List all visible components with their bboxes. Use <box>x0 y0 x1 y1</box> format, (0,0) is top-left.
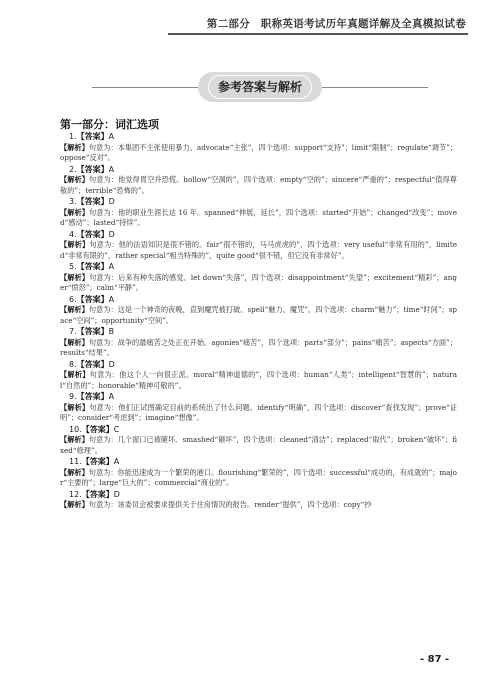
answer-item <box>60 489 457 511</box>
analysis-text <box>60 175 457 196</box>
section-banner <box>198 72 322 102</box>
answer-item <box>60 424 457 457</box>
analysis-tag: 【解析】 <box>60 370 90 379</box>
answer-value: A <box>108 164 115 174</box>
answer-item <box>60 196 457 229</box>
analysis-tag: 【解析】 <box>60 272 90 282</box>
question-number: 1. <box>69 132 77 141</box>
answer-item <box>60 229 457 262</box>
answer-list <box>60 131 457 511</box>
analysis-body: 句意为：后来有种失落的感觉。let down“失落”，四个选项：disappointment“失望”；excitement“精彩”；anger“愤怒”；calm“平静”。 <box>60 272 457 292</box>
answer-line <box>60 456 457 468</box>
header-rule <box>168 33 468 35</box>
answer-item <box>60 261 457 294</box>
answer-line <box>60 424 457 436</box>
analysis-body: 句意为：他这个人一向很正派。moral“精神道德的”，四个选项：human“人类”；intelligent“智慧的”；natural“自然的”；honorable“精神可敬的”。 <box>60 370 457 390</box>
question-number: 12. <box>69 489 82 499</box>
analysis-text <box>60 273 457 294</box>
question-number: 2. <box>69 164 77 174</box>
question-number: 11. <box>69 457 82 466</box>
analysis-body: 句意为：这是一个神奇的夜晚，直到魔咒被打破。spell“魅力，魔咒”，四个选项：charm“魅力”；time“时间”；space“空间”；opportunity“空间”。 <box>60 305 457 325</box>
analysis-text <box>60 338 457 359</box>
answer-value: D <box>108 359 115 369</box>
answer-tag: 【答案】 <box>76 164 109 174</box>
analysis-tag: 【解析】 <box>60 175 90 184</box>
answer-tag: 【答案】 <box>81 424 114 434</box>
answer-tag: 【答案】 <box>76 132 109 141</box>
answer-line <box>60 261 457 273</box>
answer-value: D <box>113 489 120 499</box>
analysis-body: 句意为：战争的最痛苦之处正在开始。agonies“痛苦”，四个选项：parts“部分”；pains“痛苦”；aspects“方面”；results“结果”。 <box>60 337 457 357</box>
question-number: 5. <box>69 262 77 271</box>
answer-value: A <box>108 262 115 271</box>
answer-line <box>60 131 457 143</box>
answer-tag: 【答案】 <box>76 359 109 369</box>
question-number: 7. <box>69 327 77 336</box>
answer-tag: 【答案】 <box>76 327 109 336</box>
page-header <box>0 0 504 40</box>
question-number: 4. <box>69 229 77 239</box>
analysis-tag: 【解析】 <box>60 142 89 152</box>
banner-title: 参考答案与解析 <box>217 80 302 94</box>
answer-tag: 【答案】 <box>76 229 109 239</box>
analysis-tag: 【解析】 <box>60 467 89 477</box>
analysis-tag: 【解析】 <box>60 240 90 249</box>
answer-line <box>60 326 457 338</box>
analysis-text <box>60 403 457 424</box>
analysis-body: 句意为：他的法语知识是很不错的。fair“很不错的，马马虎虎的”，四个选项：very useful“非常有用的”，limited“非常有限的”，rather special“相当特殊的”，quite good“很不错，但它没有非常好”。 <box>60 240 457 260</box>
analysis-tag: 【解析】 <box>60 402 90 412</box>
analysis-text <box>60 240 457 261</box>
analysis-tag: 【解析】 <box>60 500 89 509</box>
answer-value: D <box>108 229 115 239</box>
analysis-tag: 【解析】 <box>60 337 89 347</box>
answer-item <box>60 294 457 327</box>
answer-line <box>60 391 457 403</box>
analysis-body: 句意为：几个窗口已被砸坏。smashed“砸坏”，四个选项：cleaned“清洁”；replaced“取代”；broken“破坏”；fixed“修理”。 <box>60 435 457 455</box>
answer-value: A <box>108 132 115 141</box>
header-title: 第二部分 职称英语考试历年真题详解及全真模拟试卷 <box>206 18 466 30</box>
analysis-tag: 【解析】 <box>60 305 89 314</box>
answer-value: C <box>113 424 120 434</box>
answer-line <box>60 164 457 176</box>
analysis-body: 句意为：该委员会被要求提供关于住房情况的报告。render“提供”，四个选项：copy“抄 <box>88 500 372 509</box>
answer-tag: 【答案】 <box>76 294 109 304</box>
answer-value: A <box>113 457 120 466</box>
answer-item <box>60 131 457 164</box>
answer-value: B <box>108 327 115 336</box>
answer-tag: 【答案】 <box>81 457 114 466</box>
answer-line <box>60 229 457 241</box>
answer-item <box>60 359 457 392</box>
answer-line <box>60 196 457 208</box>
answer-tag: 【答案】 <box>76 262 109 271</box>
answer-tag: 【答案】 <box>81 489 114 499</box>
analysis-body: 句意为：他觉得胃空并恐慌。hollow“空洞的”，四个选项：empty“空的”；sincere“严重的”；respectful“值得尊敬的”；terrible“恐怖的”。 <box>60 175 457 195</box>
analysis-text <box>60 305 457 326</box>
banner-rule-left <box>92 87 198 88</box>
question-number: 10. <box>69 424 82 434</box>
answer-value: A <box>108 294 115 304</box>
analysis-text <box>60 435 457 456</box>
analysis-body: 句意为：你能迅速成为一个繁荣的港口。flourishing“繁荣的”，四个选项：successful“成功的，有成就的”；major“主要的”；large“巨大的”；commercial“商业的”。 <box>60 467 457 487</box>
question-number: 6. <box>69 294 77 304</box>
analysis-body: 句意为：他们正试图确定目前的系统出了什么问题。identify“明确”，四个选项：discover“查找发现”；prove“证明”；consider“考虑到”；imagine“想像”。 <box>60 402 457 422</box>
answer-item <box>60 391 457 424</box>
analysis-body: 句意为：他的职业生涯长达 16 年。spanned“伸展，延长”，四个选项：started“开始”；changed“改变”；moved“感动”；lasted“持续”。 <box>60 207 457 227</box>
answer-item <box>60 164 457 197</box>
answer-line <box>60 359 457 371</box>
analysis-text <box>60 143 457 164</box>
answer-line <box>60 489 457 501</box>
analysis-text <box>60 370 457 391</box>
answer-line <box>60 294 457 306</box>
analysis-body: 句意为：本集团不主张使用暴力。advocate“主张”，四个选项：support“支持”；limit“限制”；regulate“调节”；oppose“反对”。 <box>60 142 457 162</box>
answer-tag: 【答案】 <box>76 197 109 206</box>
section-title: 第一部分：词汇选项 <box>60 118 159 131</box>
answer-value: D <box>108 197 115 206</box>
analysis-text <box>60 500 457 511</box>
question-number: 3. <box>69 197 77 206</box>
answer-tag: 【答案】 <box>76 392 109 401</box>
question-number: 9. <box>69 392 77 401</box>
analysis-text <box>60 208 457 229</box>
answer-item <box>60 456 457 489</box>
page-number: - 87 - <box>420 654 450 665</box>
analysis-text <box>60 468 457 489</box>
answer-value: A <box>108 392 115 401</box>
analysis-tag: 【解析】 <box>60 207 90 217</box>
banner-rule-right <box>322 87 428 88</box>
answer-item <box>60 326 457 359</box>
analysis-tag: 【解析】 <box>60 435 89 444</box>
question-number: 8. <box>69 359 77 369</box>
